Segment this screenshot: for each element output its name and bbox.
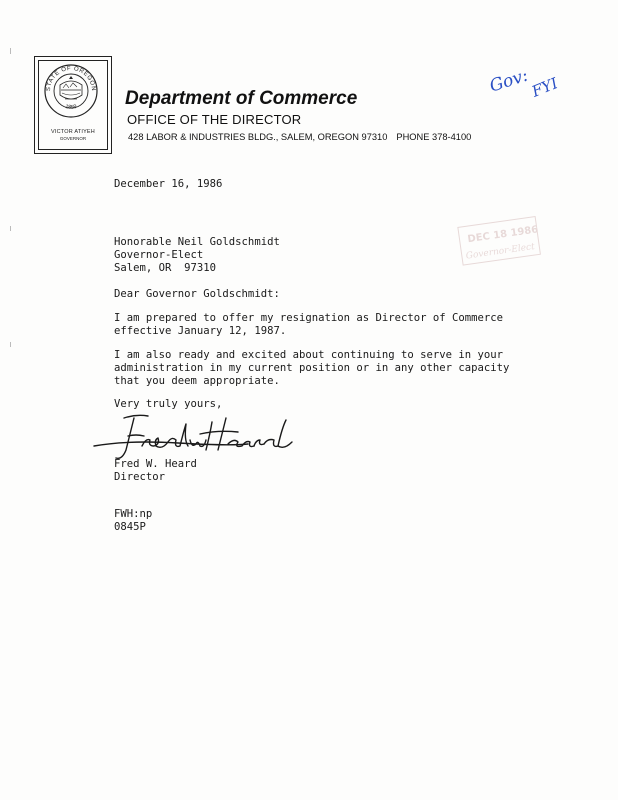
paragraph-2-line-3: that you deem appropriate. [114,375,280,387]
paragraph-1-line-2: effective January 12, 1987. [114,325,287,337]
margin-mark [10,226,11,231]
reference-code: 0845P [114,521,146,533]
stamp-line2: Governor-Elect [465,242,536,262]
seal-top-text: STATE OF OREGON [45,65,97,92]
reference-initials: FWH:np [114,508,153,520]
recipient-line-2: Governor-Elect [114,249,204,261]
recipient-line-3: Salem, OR 97310 [114,262,217,274]
phone-text: PHONE 378-4100 [396,132,472,142]
paragraph-2-line-1: I am also ready and excited about continuing to serve in your [114,349,504,361]
letterhead-address [128,132,471,142]
margin-mark [10,342,11,347]
received-stamp [452,210,544,270]
paragraph-2-line-2: administration in my current position or in any other capacity [114,362,510,374]
margin-mark [10,48,11,54]
handwritten-note-line1: Gov: [487,65,531,97]
state-seal-box [34,56,112,154]
handwritten-note-line2: FYI [529,74,561,101]
governor-name: VICTOR ATIYEH [51,129,95,135]
paragraph-1-line-1: I am prepared to offer my resignation as Director of Commerce [114,312,504,324]
signer-name: Fred W. Heard [114,458,197,470]
department-name: Department of Commerce [125,88,358,109]
office-name: OFFICE OF THE DIRECTOR [127,112,302,127]
governor-title: GOVERNOR [59,136,87,141]
stamp-line1: DEC 18 1986 [466,224,539,246]
recipient-line-1: Honorable Neil Goldschmidt [114,236,280,248]
handwritten-note [486,52,586,108]
oregon-seal-icon [43,63,99,119]
letter-date: December 16, 1986 [114,178,223,190]
seal-year-text: 1859 [64,103,78,111]
svg-text:1859 [64,104,77,111]
address-text: 428 LABOR & INDUSTRIES BLDG., SALEM, OREGON 97310 [128,132,388,142]
signer-title: Director [114,471,166,483]
salutation: Dear Governor Goldschmidt: [114,288,280,300]
closing: Very truly yours, [114,398,223,410]
